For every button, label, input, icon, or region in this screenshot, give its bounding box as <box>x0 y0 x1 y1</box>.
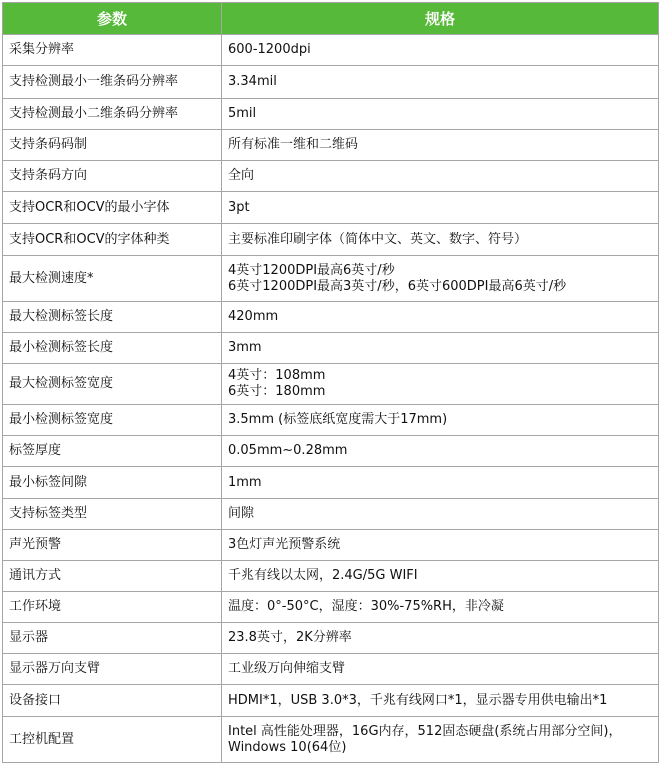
spec-value: 工业级万向伸缩支臂 <box>228 661 346 676</box>
param-cell: 工作环境 <box>3 592 222 623</box>
table-row <box>3 530 659 561</box>
param-cell: 采集分辨率 <box>3 35 222 66</box>
spec-cell <box>222 224 659 256</box>
param-cell: 标签厚度 <box>3 436 222 467</box>
spec-cell <box>222 467 659 499</box>
spec-cell <box>222 561 659 592</box>
spec-cell <box>222 436 659 467</box>
spec-value: 主要标准印刷字体（简体中文、英文、数字、符号） <box>228 231 528 247</box>
table-header-row <box>3 3 659 35</box>
param-cell: 支持OCR和OCV的最小字体 <box>3 192 222 224</box>
table-row <box>3 685 659 717</box>
spec-value: 3mm <box>228 340 262 355</box>
spec-value: 4英寸：108mm <box>228 368 326 383</box>
spec-cell <box>222 66 659 99</box>
spec-value: 3色灯声光预警系统 <box>228 537 341 552</box>
table-row <box>3 224 659 256</box>
spec-value: 1mm <box>228 474 262 490</box>
param-cell: 支持检测最小一维条码分辨率 <box>3 66 222 99</box>
table-row <box>3 130 659 161</box>
param-cell: 工控机配置 <box>3 717 222 763</box>
table-row <box>3 302 659 333</box>
param-cell: 声光预警 <box>3 530 222 561</box>
param-cell: 支持标签类型 <box>3 499 222 530</box>
param-cell: 设备接口 <box>3 685 222 717</box>
spec-cell <box>222 499 659 530</box>
param-cell: 显示器万向支臂 <box>3 654 222 685</box>
spec-value: HDMI*1，USB 3.0*3，千兆有线网口*1，显示器专用供电输出*1 <box>228 692 608 708</box>
param-cell: 最大检测标签长度 <box>3 302 222 333</box>
table-row <box>3 592 659 623</box>
param-cell: 最小标签间隙 <box>3 467 222 499</box>
param-cell: 通讯方式 <box>3 561 222 592</box>
table-row <box>3 66 659 99</box>
spec-value: 千兆有线以太网，2.4G/5G WIFI <box>228 568 418 583</box>
table-row <box>3 256 659 302</box>
spec-value: 所有标准一维和二维码 <box>228 137 359 152</box>
param-cell: 最小检测标签长度 <box>3 333 222 364</box>
param-cell: 支持检测最小二维条码分辨率 <box>3 99 222 130</box>
table-row <box>3 192 659 224</box>
header-param: 参数 <box>3 3 222 35</box>
spec-value: 4英寸1200DPI最高6英寸/秒 <box>228 262 395 278</box>
table-row <box>3 364 659 405</box>
param-cell: 最大检测速度* <box>3 256 222 302</box>
spec-value: 3.5mm (标签底纸宽度需大于17mm) <box>228 412 448 427</box>
spec-value: 420mm <box>228 309 279 324</box>
spec-cell <box>222 623 659 654</box>
table-row <box>3 717 659 763</box>
spec-cell <box>222 256 659 302</box>
spec-cell <box>222 530 659 561</box>
param-cell: 支持条码方向 <box>3 161 222 192</box>
spec-cell <box>222 333 659 364</box>
spec-cell <box>222 364 659 405</box>
spec-table-body <box>3 35 659 763</box>
spec-cell <box>222 99 659 130</box>
table-row <box>3 467 659 499</box>
spec-cell <box>222 405 659 436</box>
param-cell: 支持OCR和OCV的字体种类 <box>3 224 222 256</box>
spec-cell <box>222 654 659 685</box>
spec-value: 3.34mil <box>228 74 277 89</box>
spec-cell <box>222 685 659 717</box>
table-row <box>3 99 659 130</box>
spec-value: 间隙 <box>228 506 255 521</box>
param-cell: 支持条码码制 <box>3 130 222 161</box>
spec-value: 5mil <box>228 106 257 121</box>
table-row <box>3 623 659 654</box>
spec-value: 3pt <box>228 199 250 215</box>
spec-cell <box>222 302 659 333</box>
param-cell: 最大检测标签宽度 <box>3 364 222 405</box>
table-row <box>3 561 659 592</box>
spec-cell <box>222 192 659 224</box>
spec-value: Intel 高性能处理器，16G内存，512固态硬盘(系统占用部分空间)， <box>228 723 622 739</box>
table-row <box>3 499 659 530</box>
spec-cell <box>222 592 659 623</box>
table-row <box>3 654 659 685</box>
spec-value: 600-1200dpi <box>228 42 311 57</box>
spec-value: 0.05mm~0.28mm <box>228 443 348 458</box>
spec-cell <box>222 161 659 192</box>
table-row <box>3 35 659 66</box>
spec-value: Windows 10(64位) <box>228 739 347 755</box>
table-row <box>3 405 659 436</box>
param-cell: 显示器 <box>3 623 222 654</box>
spec-cell <box>222 35 659 66</box>
spec-cell <box>222 130 659 161</box>
header-spec: 规格 <box>222 3 659 35</box>
spec-value: 温度：0°-50°C，湿度：30%-75%RH，非冷凝 <box>228 599 504 614</box>
table-row <box>3 333 659 364</box>
spec-value: 6英寸1200DPI最高3英寸/秒，6英寸600DPI最高6英寸/秒 <box>228 278 567 294</box>
spec-value: 全向 <box>228 168 255 183</box>
table-row <box>3 161 659 192</box>
spec-value: 6英寸：180mm <box>228 384 326 399</box>
spec-cell <box>222 717 659 763</box>
spec-value: 23.8英寸，2K分辨率 <box>228 630 352 645</box>
table-row <box>3 436 659 467</box>
spec-table <box>2 2 659 763</box>
param-cell: 最小检测标签宽度 <box>3 405 222 436</box>
